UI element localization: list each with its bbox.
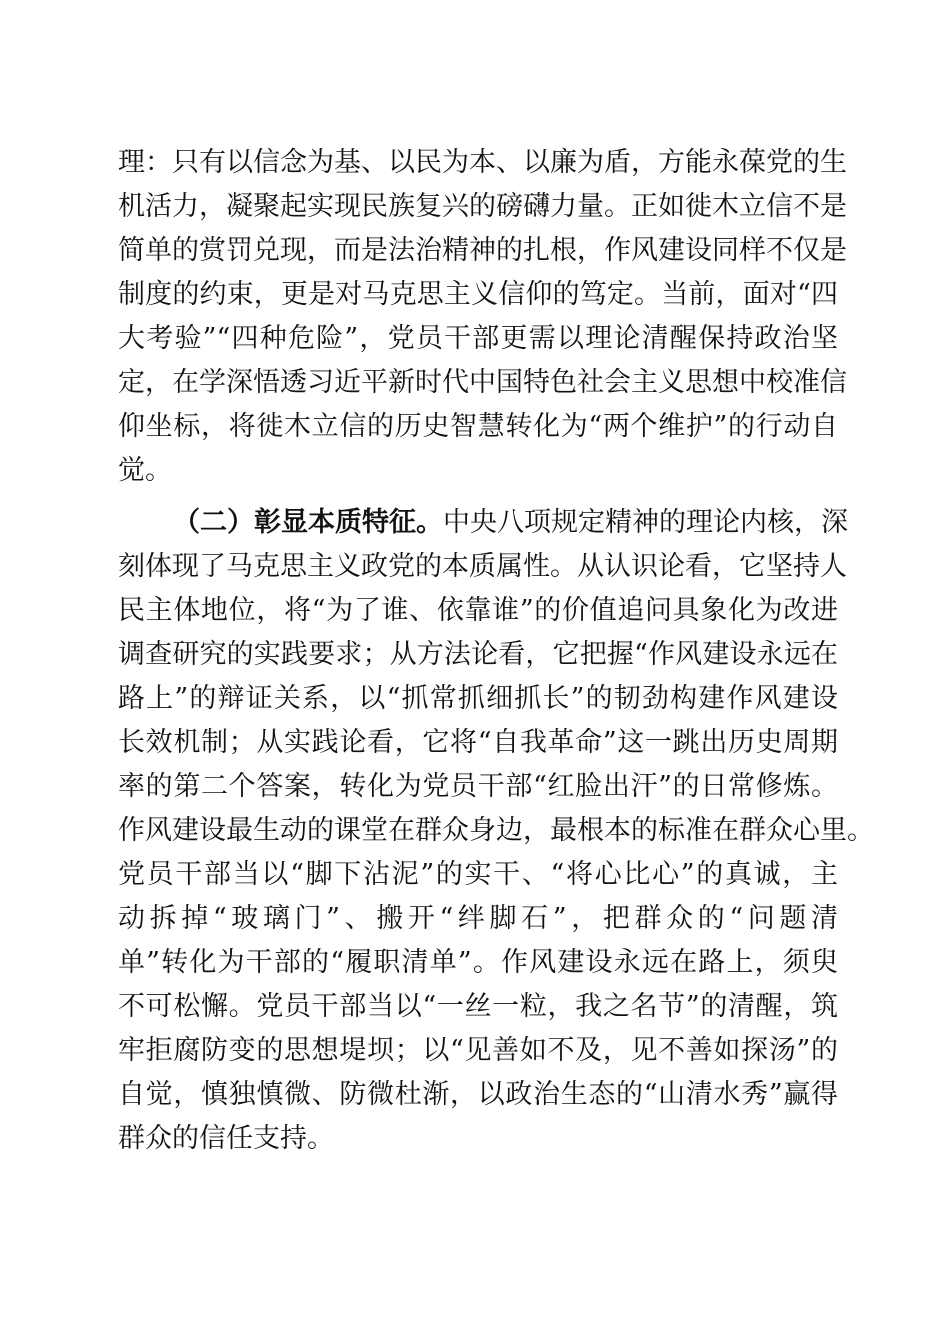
text-line: 简单的赏罚兑现，而是法治精神的扎根，作风建设同样不仅是 <box>118 235 847 266</box>
text-line: 路上”的辩证关系，以“抓常抓细抓长”的韧劲构建作风建设 <box>118 683 838 714</box>
text-line: 定，在学深悟透习近平新时代中国特色社会主义思想中校准信 <box>118 367 847 398</box>
text-line: 仰坐标，将徙木立信的历史智慧转化为“两个维护”的行动自 <box>118 411 838 442</box>
text-line: 不可松懈。党员干部当以“一丝一粒，我之名节”的清醒，筑 <box>118 991 838 1022</box>
text-line: 作风建设最生动的课堂在群众身边，最根本的标准在群众心里。 <box>118 815 874 846</box>
text-line: 自觉，慎独慎微、防微杜渐，以政治生态的“山清水秀”赢得 <box>118 1079 838 1110</box>
text-line: 动拆掉“玻璃门”、搬开“绊脚石”，把群众的“问题清 <box>118 903 838 934</box>
text-line: 刻体现了马克思主义政党的本质属性。从认识论看，它坚持人 <box>118 551 847 582</box>
text-line: 单”转化为干部的“履职清单”。作风建设永远在路上，须臾 <box>118 947 838 978</box>
text-line: 机活力，凝聚起实现民族复兴的磅礴力量。正如徙木立信不是 <box>118 191 847 222</box>
text-line: 觉。 <box>118 455 172 486</box>
section-heading: （二）彰显本质特征。 <box>173 507 443 538</box>
text-line: 长效机制；从实践论看，它将“自我革命”这一跳出历史周期 <box>118 727 838 758</box>
text-line: 民主体地位，将“为了谁、依靠谁”的价值追问具象化为改进 <box>118 595 838 626</box>
text-line: 群众的信任支持。 <box>118 1123 334 1154</box>
heading-line <box>173 503 848 543</box>
text-line: 率的第二个答案，转化为党员干部“红脸出汗”的日常修炼。 <box>118 771 838 802</box>
heading-line-rest: 中央八项规定精神的理论内核，深 <box>443 507 848 538</box>
text-line: 牢拒腐防变的思想堤坝；以“见善如不及，见不善如探汤”的 <box>118 1035 838 1066</box>
text-line: 大考验”“四种危险”，党员干部更需以理论清醒保持政治坚 <box>118 323 838 354</box>
text-line: 调查研究的实践要求；从方法论看，它把握“作风建设永远在 <box>118 639 838 670</box>
text-line: 党员干部当以“脚下沾泥”的实干、“将心比心”的真诚，主 <box>118 859 838 890</box>
text-line: 理：只有以信念为基、以民为本、以廉为盾，方能永葆党的生 <box>118 147 847 178</box>
text-line: 制度的约束，更是对马克思主义信仰的笃定。当前，面对“四 <box>118 279 838 310</box>
